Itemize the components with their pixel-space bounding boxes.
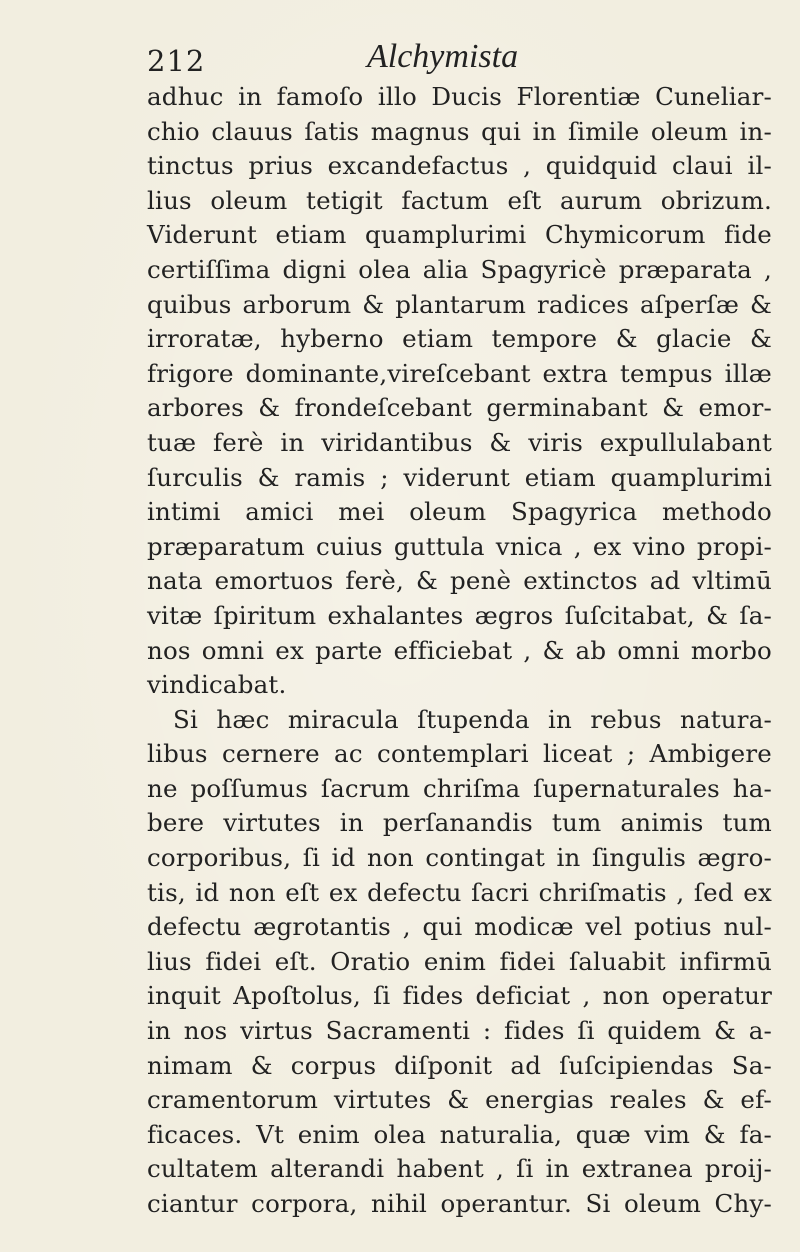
- page-number: 212: [147, 44, 206, 78]
- text-line: ciantur corpora, nihil operantur. Si oleum Chy-: [147, 1189, 772, 1218]
- body-text: [147, 80, 772, 1222]
- text-line: adhuc in famoſo illo Ducis Florentiæ Cuneliar-: [147, 82, 772, 111]
- text-line: Si hæc miracula ſtupenda in rebus natura-: [173, 704, 772, 734]
- text-line: intimi amici mei oleum Spagyrica methodo: [147, 497, 772, 527]
- running-head: Alchymista: [367, 38, 519, 75]
- text-line: lius oleum tetigit factum eſt aurum obrizum.: [147, 185, 772, 215]
- text-line: irroratæ, hyberno etiam tempore & glacie &: [147, 324, 772, 354]
- text-line: Viderunt etiam quamplurimi Chymicorum fide: [147, 220, 772, 250]
- text-line: in nos virtus Sacramenti : fides ſi quidem & a-: [147, 1016, 772, 1046]
- text-line: nata emortuos ferè, & penè extinctos ad vltimū: [147, 566, 772, 596]
- text-line: ſurculis & ramis ; viderunt etiam quamplurimi: [147, 462, 772, 492]
- text-line: ficaces. Vt enim olea naturalia, quæ vim & fa-: [147, 1119, 772, 1149]
- text-line: defectu ægrotantis , qui modicæ vel potius nul-: [147, 912, 772, 942]
- text-line: frigore dominante,vireſcebant extra tempus illæ: [147, 358, 772, 388]
- text-line: vindicabat.: [147, 670, 287, 700]
- text-line: quibus arborum & plantarum radices aſperſæ &: [147, 289, 772, 319]
- text-line: chio clauus ſatis magnus qui in ſimile oleum in-: [147, 116, 772, 146]
- text-line: nos omni ex parte efficiebat , & ab omni morbo: [147, 635, 772, 665]
- text-line: cramentorum virtutes & energias reales & ef-: [147, 1085, 772, 1115]
- page-header: [147, 38, 637, 84]
- text-line: nimam & corpus diſponit ad ſuſcipiendas Sa-: [147, 1050, 772, 1080]
- text-line: tuæ ferè in viridantibus & viris expullulabant: [147, 427, 772, 457]
- text-line: præparatum cuius guttula vnica , ex vino propi-: [147, 531, 772, 561]
- text-line: corporibus, ſi id non contingat in ſingulis ægro-: [147, 843, 772, 873]
- text-line: tinctus prius excandefactus , quidquid claui il-: [147, 151, 772, 181]
- text-line: bere virtutes in perſanandis tum animis tum: [147, 808, 772, 838]
- text-line: ne poſſumus ſacrum chriſma ſupernaturales ha-: [147, 773, 772, 803]
- text-line: vitæ ſpiritum exhalantes ægros ſuſcitabat, & ſa-: [147, 600, 772, 630]
- text-line: inquit Apoſtolus, ſi fides deficiat , non operatur: [147, 981, 772, 1011]
- text-line: arbores & frondeſcebant germinabant & emor-: [147, 393, 772, 423]
- text-line: libus cernere ac contemplari liceat ; Ambigere: [147, 739, 772, 769]
- text-line: cultatem alterandi habent , ſi in extranea proij-: [147, 1154, 772, 1184]
- text-line: certiſſima digni olea alia Spagyricè præparata ,: [147, 254, 772, 284]
- text-line: lius fidei eſt. Oratio enim fidei ſaluabit infirmū: [147, 946, 772, 976]
- text-line: tis, id non eſt ex defectu ſacri chriſmatis , ſed ex: [147, 877, 772, 907]
